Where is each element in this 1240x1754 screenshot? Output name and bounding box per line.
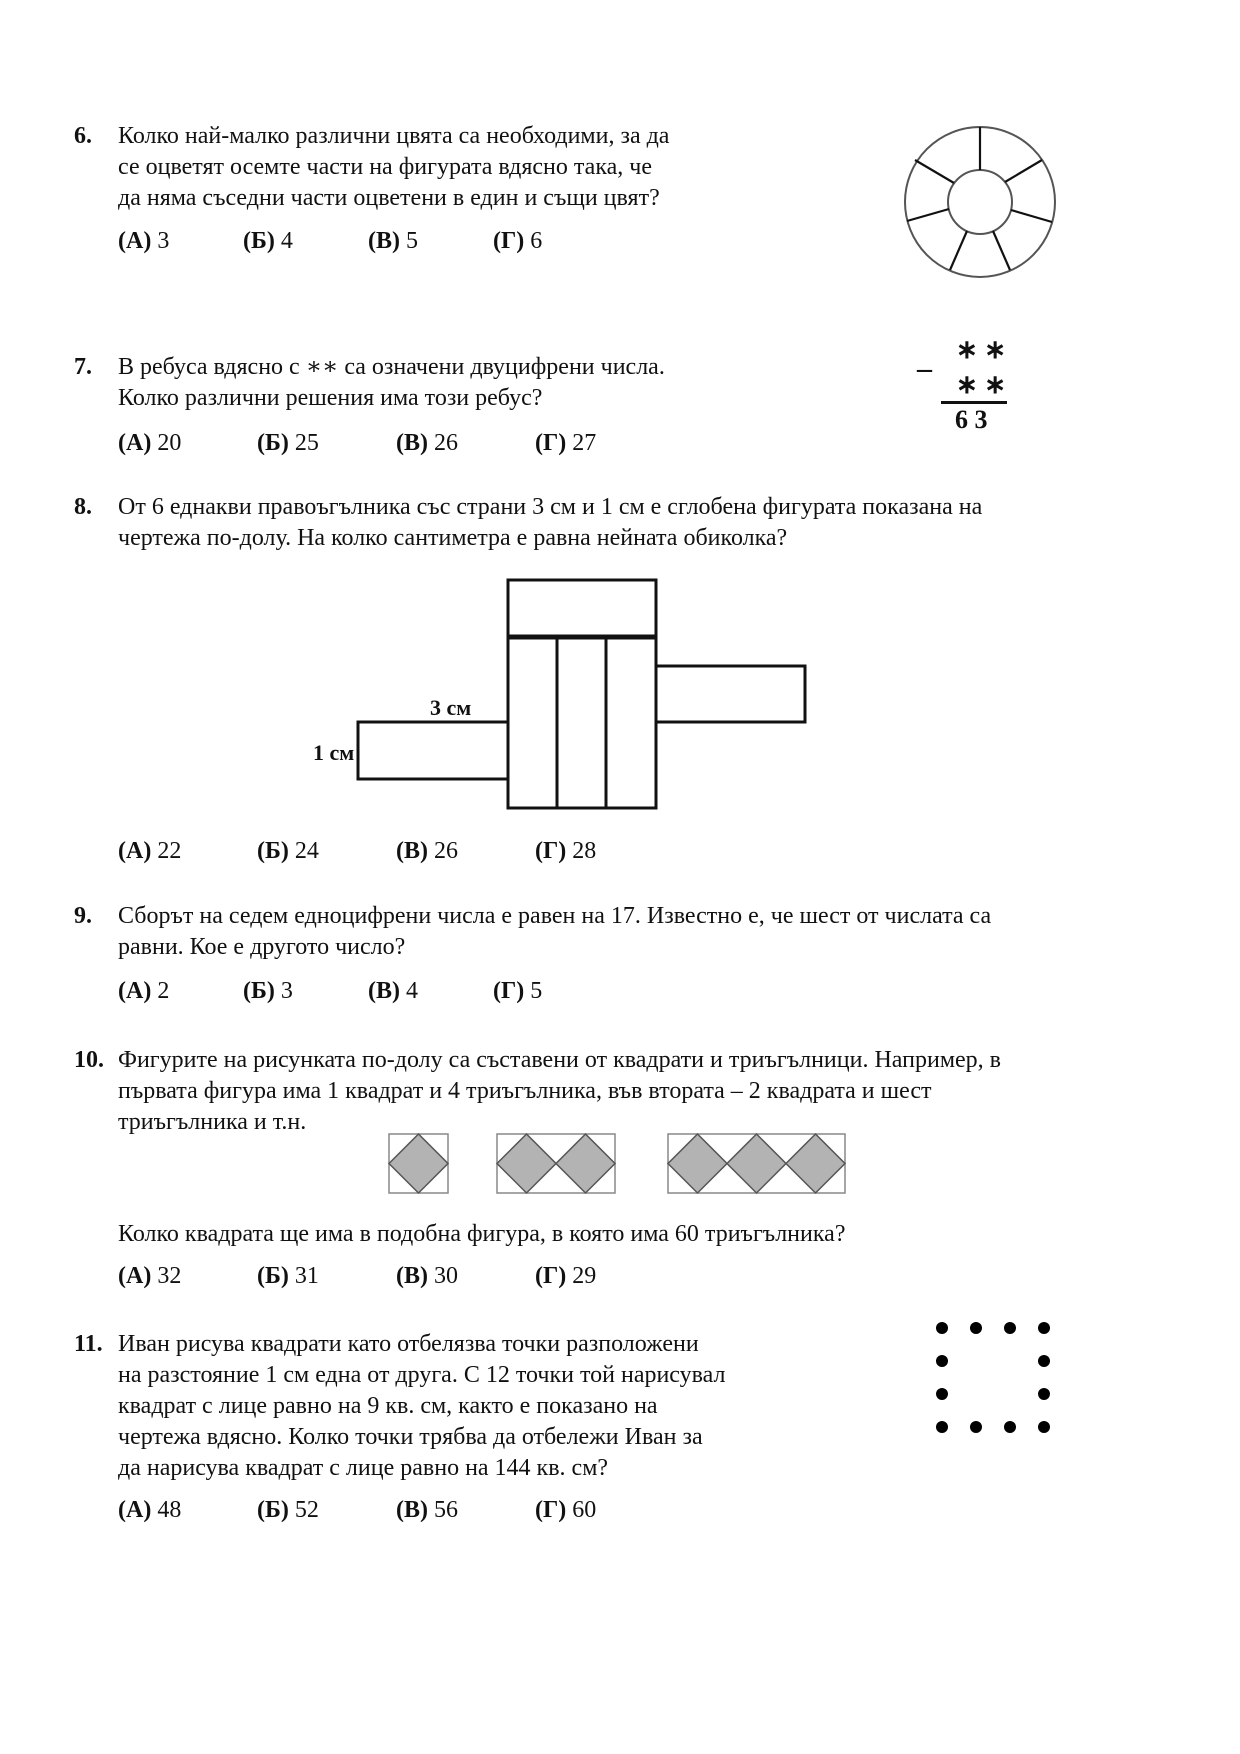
option-b[interactable]: (Б) 25 <box>257 430 319 456</box>
rebus-line <box>941 401 1007 404</box>
problem-number: 11. <box>74 1331 103 1357</box>
problem-number: 6. <box>74 123 92 149</box>
problem-text: В ребуса вдясно с ∗∗ са означени двуцифрени числа. Колко различни решения има този ребус? <box>118 354 665 411</box>
option-g[interactable]: (Г) 29 <box>535 1263 597 1289</box>
option-a[interactable]: (А) 20 <box>118 430 182 456</box>
answer-options <box>118 1263 596 1290</box>
problem-number: 10. <box>74 1047 104 1073</box>
option-v[interactable]: (В) 30 <box>396 1263 458 1289</box>
rebus-row-2: ∗ ∗ <box>956 370 1007 399</box>
option-b[interactable]: (Б) 52 <box>257 1497 319 1523</box>
label-length: 3 см <box>430 695 472 720</box>
option-a[interactable]: (А) 3 <box>118 228 170 254</box>
problem-number: 8. <box>74 494 92 520</box>
option-b[interactable]: (Б) 31 <box>257 1263 319 1289</box>
problem-number: 9. <box>74 903 92 929</box>
option-v[interactable]: (В) 4 <box>368 978 418 1004</box>
problem-text: Иван рисува квадрати като отбелязва точки разположени на разстояние 1 см една от друга. С 12 точки той нарисувал квадрат с лице равно на 9 кв. см, както е показано на чертежа вдясно. Колко точки трябва да отбележи Иван за да нарисува квадрат с лице равно на 144 кв. см? <box>118 1331 726 1481</box>
option-b[interactable]: (Б) 3 <box>243 978 293 1004</box>
option-g[interactable]: (Г) 5 <box>493 978 543 1004</box>
ring-wheel-figure <box>902 124 1058 280</box>
dots-square-figure <box>930 1320 1060 1440</box>
problem-text: Сборът на седем едноцифрени числа е равен на 17. Известно е, че шест от числата са равни. Кое е другото число? <box>118 903 992 960</box>
answer-options <box>118 838 596 865</box>
answer-options <box>118 430 596 457</box>
rebus-row-1: ∗ ∗ <box>956 335 1007 364</box>
option-b[interactable]: (Б) 24 <box>257 838 319 864</box>
option-v[interactable]: (В) 56 <box>396 1497 458 1523</box>
rectangles-figure <box>300 570 920 820</box>
option-g[interactable]: (Г) 6 <box>493 228 543 254</box>
squares-triangles-figure <box>388 1133 858 1197</box>
problem-text: Колко най-малко различни цвята са необходими, за да се оцветят осемте части на фигурата вдясно така, че да няма съседни части оцветени в един и същи цвят? <box>118 123 670 211</box>
problem-number: 7. <box>74 354 92 380</box>
answer-options <box>118 228 542 255</box>
option-a[interactable]: (А) 32 <box>118 1263 182 1289</box>
option-v[interactable]: (В) 26 <box>396 838 458 864</box>
minus-sign: – <box>917 352 932 385</box>
option-a[interactable]: (А) 22 <box>118 838 182 864</box>
option-g[interactable]: (Г) 27 <box>535 430 597 456</box>
option-a[interactable]: (А) 48 <box>118 1497 182 1523</box>
problem-text: От 6 еднакви правоъгълника със страни 3 см и 1 см е сглобена фигурата показана на чертежа по-долу. На колко сантиметра е равна нейната обиколка? <box>118 494 983 551</box>
option-g[interactable]: (Г) 28 <box>535 838 597 864</box>
problem-question: Колко квадрата ще има в подобна фигура, в която има 60 триъгълника? <box>118 1221 846 1247</box>
option-v[interactable]: (В) 26 <box>396 430 458 456</box>
option-g[interactable]: (Г) 60 <box>535 1497 597 1523</box>
problem-text: Фигурите на рисунката по-долу са съставени от квадрати и триъгълници. Например, в първата фигура има 1 квадрат и 4 триъгълника, във втората – 2 квадрата и шест триъгълника и т.н. <box>118 1047 1001 1135</box>
answer-options <box>118 978 542 1005</box>
label-width: 1 см <box>313 740 355 765</box>
option-a[interactable]: (А) 2 <box>118 978 170 1004</box>
rebus-result: 6 3 <box>955 405 988 434</box>
option-v[interactable]: (В) 5 <box>368 228 418 254</box>
answer-options <box>118 1497 596 1524</box>
option-b[interactable]: (Б) 4 <box>243 228 293 254</box>
